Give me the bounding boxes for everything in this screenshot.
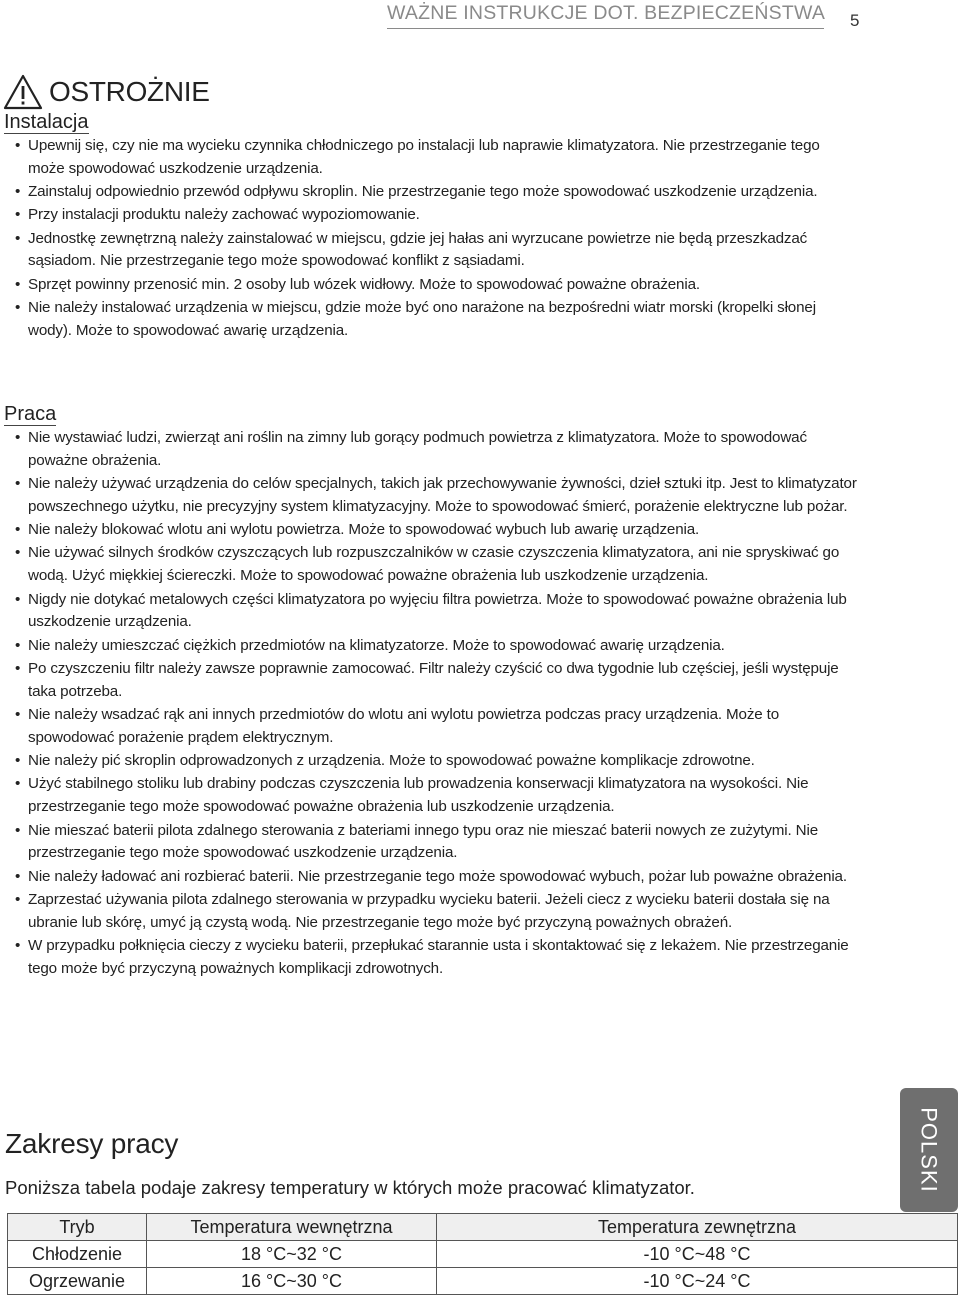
list-item: • Zaprzestać używania pilota zdalnego sterowania w przypadku wycieku baterii. Jeżeli ciecz z wycieku baterii dostała się na ubranie lub skórę, umyć ją czystą wodą. Nie przestrzeganie tego może być przyczyną poważnych obrażeń. xyxy=(10,889,860,935)
language-side-tab xyxy=(900,1088,958,1212)
installation-heading: Instalacja xyxy=(4,111,89,133)
column-header: Temperatura wewnętrzna xyxy=(147,1214,437,1241)
page-number: 5 xyxy=(850,11,860,30)
list-item: • Zainstaluj odpowiednio przewód odpływu skroplin. Nie przestrzeganie tego może spowodować uszkodzenie urządzenia. xyxy=(10,181,860,204)
ranges-title: Zakresy pracy xyxy=(5,1128,179,1159)
list-item: • Nie należy pić skroplin odprowadzonych z urządzenia. Może to spowodować poważne komplikacje zdrowotne. xyxy=(10,750,860,773)
list-item: • Nie należy używać urządzenia do celów specjalnych, takich jak przechowywanie żywności, dzieł sztuki itp. Jest to klimatyzator powszechnego użytku, nie precyzyjny system klimatyzacyjny. Może to spowodować śmierć, porażenie elektryczne lub pożar. xyxy=(10,473,860,519)
table-cell: 16 °C~30 °C xyxy=(147,1268,437,1295)
list-item: • Sprzęt powinny przenosić min. 2 osoby lub wózek widłowy. Może to spowodować poważne obrażenia. xyxy=(10,274,860,297)
table-cell: Chłodzenie xyxy=(8,1241,147,1268)
list-item: • Upewnij się, czy nie ma wycieku czynnika chłodniczego po instalacji lub naprawie klimatyzatora. Nie przestrzeganie tego może spowodować uszkodzenie urządzenia. xyxy=(10,135,860,181)
list-item: • Nie należy instalować urządzenia w miejscu, gdzie może być ono narażone na bezpośredni wiatr morski (kropelki słonej wody). Może to spowodować awarię urządzenia. xyxy=(10,297,860,343)
list-item: • Jednostkę zewnętrzną należy zainstalować w miejscu, gdzie jej hałas ani wyrzucane powietrze nie będą przeszkadzać sąsiadom. Nie przestrzeganie tego może spowodować konflikt z sąsiadami. xyxy=(10,228,860,274)
temperature-range-table xyxy=(7,1213,958,1295)
table-header-row xyxy=(8,1214,958,1241)
installation-list xyxy=(10,135,860,343)
column-header: Tryb xyxy=(8,1214,147,1241)
list-item: • W przypadku połknięcia cieczy z wycieku baterii, przepłukać starannie usta i skontaktować się z lekażem. Nie przestrzeganie tego może być przyczyną poważnych komplikacji zdrowotnych. xyxy=(10,935,860,981)
running-header: WAŻNE INSTRUKCJE DOT. BEZPIECZEŃSTWA xyxy=(387,2,824,29)
column-header: Temperatura zewnętrzna xyxy=(437,1214,958,1241)
list-item: • Nie należy wsadzać rąk ani innych przedmiotów do wlotu ani wylotu powietrza podczas pracy urządzenia. Może to spowodować porażenie prądem elektrycznym. xyxy=(10,704,860,750)
operation-heading: Praca xyxy=(4,403,57,425)
table-cell: -10 °C~24 °C xyxy=(437,1268,958,1295)
list-item: • Użyć stabilnego stoliku lub drabiny podczas czyszczenia lub prowadzenia konserwacji klimatyzatora na wysokości. Nie przestrzeganie tego może spowodować poważne obrażenia lub uszkodzenie urządzenia. xyxy=(10,773,860,819)
list-item: • Nie należy umieszczać ciężkich przedmiotów na klimatyzatorze. Może to spowodować awarię urządzenia. xyxy=(10,635,860,658)
warning-triangle-icon xyxy=(3,74,43,110)
list-item: • Nigdy nie dotykać metalowych części klimatyzatora po wyjęciu filtra powietrza. Może to spowodować poważne obrażenia lub uszkodzenie urządzenia. xyxy=(10,589,860,635)
list-item: • Po czyszczeniu filtr należy zawsze poprawnie zamocować. Filtr należy czyścić co dwa tygodnie lub częściej, jeśli występuje taka potrzeba. xyxy=(10,658,860,704)
table-row xyxy=(8,1268,958,1295)
list-item: • Przy instalacji produktu należy zachować wypoziomowanie. xyxy=(10,204,860,227)
caution-title: OSTROŻNIE xyxy=(49,76,210,107)
list-item: • Nie mieszać baterii pilota zdalnego sterowania z bateriami innego typu oraz nie mieszać baterii nowych ze zużytymi. Nie przestrzeganie tego może spowodować uszkodzenie urządzenia. xyxy=(10,820,860,866)
list-item: • Nie używać silnych środków czyszczących lub rozpuszczalników w czasie czyszczenia klimatyzatora, ani nie spryskiwać go wodą. Użyć miękkiej ściereczki. Może to spowodować poważne obrażenia lub uszkodzenie urządzenia. xyxy=(10,542,860,588)
list-item: • Nie należy blokować wlotu ani wylotu powietrza. Może to spowodować wybuch lub awarię urządzenia. xyxy=(10,519,860,542)
caution-heading xyxy=(3,74,210,110)
table-cell: Ogrzewanie xyxy=(8,1268,147,1295)
operation-list xyxy=(10,427,860,981)
list-item: • Nie wystawiać ludzi, zwierząt ani roślin na zimny lub gorący podmuch powietrza z klimatyzatora. Może to spowodować poważne obrażenia. xyxy=(10,427,860,473)
ranges-intro: Poniższa tabela podaje zakresy temperatury w których może pracować klimatyzator. xyxy=(5,1177,695,1198)
table-cell: -10 °C~48 °C xyxy=(437,1241,958,1268)
list-item: • Nie należy ładować ani rozbierać baterii. Nie przestrzeganie tego może spowodować wybuch, pożar lub poważne obrażenia. xyxy=(10,866,860,889)
table-row xyxy=(8,1241,958,1268)
language-label: POLSKI xyxy=(917,1107,943,1193)
table-cell: 18 °C~32 °C xyxy=(147,1241,437,1268)
